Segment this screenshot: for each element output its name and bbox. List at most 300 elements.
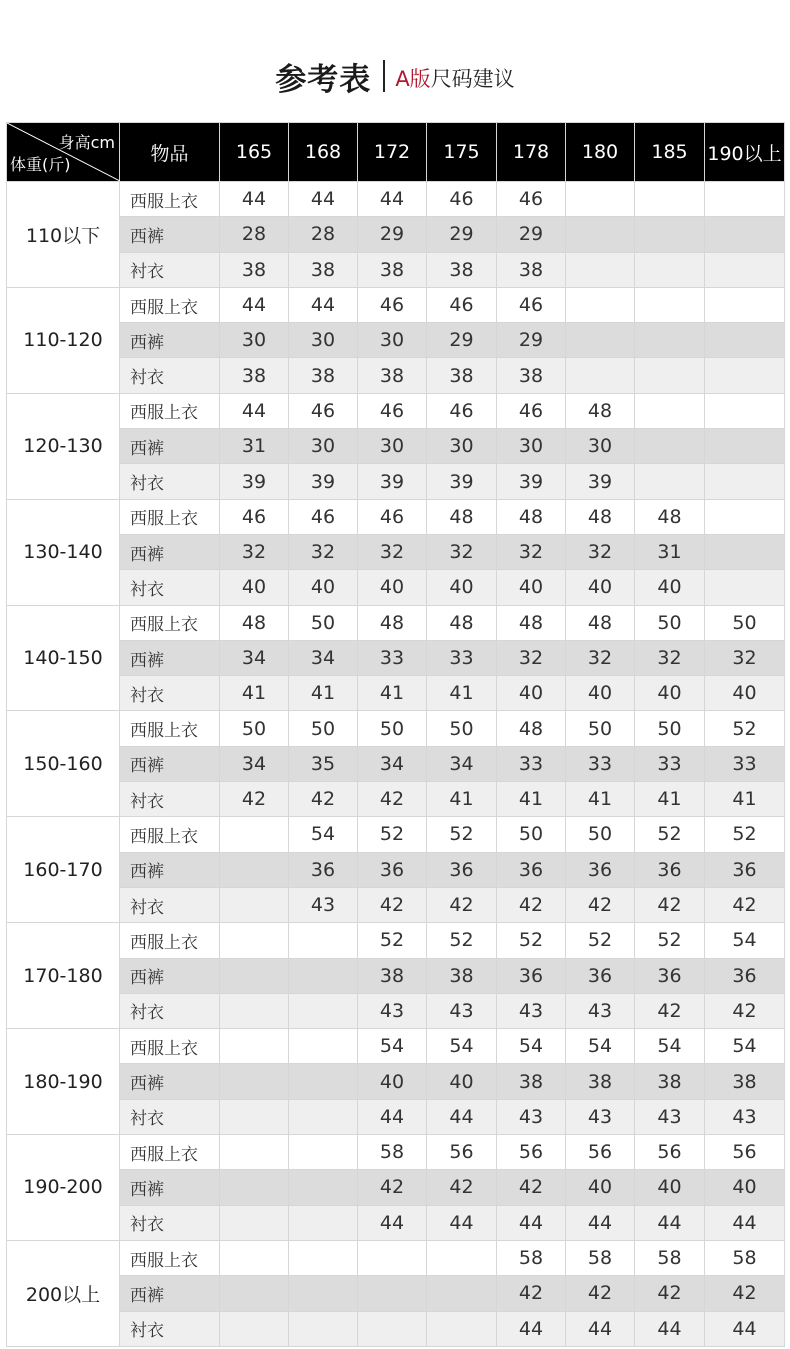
size-value-cell: 52 bbox=[635, 817, 705, 852]
item-name-cell: 衬衣 bbox=[120, 676, 220, 711]
size-value-cell bbox=[705, 252, 785, 287]
item-name-cell: 西裤 bbox=[120, 429, 220, 464]
size-value-cell bbox=[705, 182, 785, 217]
title-accent: A版 bbox=[395, 67, 431, 91]
size-value-cell: 32 bbox=[289, 534, 358, 569]
size-value-cell: 52 bbox=[497, 923, 566, 958]
size-value-cell: 30 bbox=[289, 429, 358, 464]
size-value-cell: 38 bbox=[705, 1064, 785, 1099]
weight-range-cell: 200以上 bbox=[7, 1240, 120, 1346]
size-value-cell: 50 bbox=[427, 711, 497, 746]
size-value-cell: 34 bbox=[289, 640, 358, 675]
size-value-cell: 54 bbox=[635, 1029, 705, 1064]
size-value-cell: 46 bbox=[427, 182, 497, 217]
size-value-cell: 42 bbox=[705, 993, 785, 1028]
size-value-cell: 42 bbox=[635, 887, 705, 922]
size-value-cell: 52 bbox=[358, 923, 427, 958]
size-value-cell: 30 bbox=[358, 429, 427, 464]
table-row bbox=[7, 1170, 785, 1205]
size-value-cell bbox=[220, 1135, 289, 1170]
size-value-cell: 38 bbox=[358, 358, 427, 393]
size-value-cell bbox=[635, 323, 705, 358]
size-value-cell bbox=[566, 287, 635, 322]
size-value-cell: 44 bbox=[358, 1099, 427, 1134]
size-value-cell: 46 bbox=[497, 393, 566, 428]
size-value-cell: 46 bbox=[358, 287, 427, 322]
item-name-cell: 西服上衣 bbox=[120, 287, 220, 322]
size-value-cell: 36 bbox=[427, 852, 497, 887]
size-value-cell: 40 bbox=[635, 1170, 705, 1205]
weight-axis-label: 体重(斤) bbox=[10, 155, 71, 174]
item-name-cell: 西服上衣 bbox=[120, 393, 220, 428]
height-header: 172 bbox=[358, 123, 427, 182]
size-value-cell bbox=[220, 1240, 289, 1275]
size-value-cell: 48 bbox=[427, 605, 497, 640]
size-value-cell: 42 bbox=[289, 782, 358, 817]
size-value-cell: 42 bbox=[358, 887, 427, 922]
size-value-cell: 48 bbox=[497, 499, 566, 534]
weight-range-cell: 190-200 bbox=[7, 1135, 120, 1241]
item-name-cell: 西裤 bbox=[120, 1064, 220, 1099]
item-name-cell: 西服上衣 bbox=[120, 182, 220, 217]
size-value-cell: 30 bbox=[220, 323, 289, 358]
size-value-cell: 44 bbox=[289, 182, 358, 217]
size-value-cell: 38 bbox=[289, 252, 358, 287]
table-row bbox=[7, 852, 785, 887]
size-value-cell: 30 bbox=[358, 323, 427, 358]
size-value-cell: 54 bbox=[289, 817, 358, 852]
table-row bbox=[7, 217, 785, 252]
size-value-cell: 38 bbox=[427, 958, 497, 993]
item-name-cell: 西裤 bbox=[120, 746, 220, 781]
size-value-cell: 36 bbox=[289, 852, 358, 887]
size-chart-table bbox=[6, 122, 785, 1347]
size-value-cell: 32 bbox=[705, 640, 785, 675]
size-value-cell: 38 bbox=[427, 358, 497, 393]
table-body bbox=[7, 182, 785, 1347]
table-row bbox=[7, 958, 785, 993]
size-value-cell: 38 bbox=[635, 1064, 705, 1099]
size-value-cell: 58 bbox=[705, 1240, 785, 1275]
size-value-cell: 58 bbox=[358, 1135, 427, 1170]
weight-range-cell: 160-170 bbox=[7, 817, 120, 923]
size-value-cell: 35 bbox=[289, 746, 358, 781]
size-value-cell: 33 bbox=[635, 746, 705, 781]
size-value-cell bbox=[635, 358, 705, 393]
size-value-cell: 41 bbox=[635, 782, 705, 817]
item-name-cell: 西服上衣 bbox=[120, 817, 220, 852]
size-value-cell: 40 bbox=[358, 570, 427, 605]
size-value-cell: 50 bbox=[497, 817, 566, 852]
size-value-cell: 34 bbox=[220, 640, 289, 675]
size-value-cell: 40 bbox=[566, 676, 635, 711]
size-value-cell: 29 bbox=[497, 323, 566, 358]
size-value-cell bbox=[220, 887, 289, 922]
item-name-cell: 西裤 bbox=[120, 958, 220, 993]
size-value-cell: 44 bbox=[220, 182, 289, 217]
size-value-cell: 36 bbox=[705, 852, 785, 887]
table-row bbox=[7, 499, 785, 534]
size-value-cell: 52 bbox=[705, 817, 785, 852]
size-value-cell bbox=[635, 287, 705, 322]
size-value-cell: 32 bbox=[427, 534, 497, 569]
size-value-cell: 42 bbox=[358, 1170, 427, 1205]
item-name-cell: 衬衣 bbox=[120, 1205, 220, 1240]
table-row bbox=[7, 746, 785, 781]
size-value-cell: 29 bbox=[427, 217, 497, 252]
size-value-cell: 38 bbox=[358, 958, 427, 993]
size-value-cell: 40 bbox=[566, 570, 635, 605]
table-row bbox=[7, 887, 785, 922]
item-name-cell: 衬衣 bbox=[120, 993, 220, 1028]
size-value-cell: 43 bbox=[566, 993, 635, 1028]
title-sub-rest: 尺码建议 bbox=[430, 67, 515, 91]
size-value-cell: 44 bbox=[635, 1311, 705, 1346]
weight-range-cell: 140-150 bbox=[7, 605, 120, 711]
size-value-cell: 40 bbox=[497, 570, 566, 605]
size-value-cell: 50 bbox=[358, 711, 427, 746]
size-value-cell: 36 bbox=[497, 852, 566, 887]
size-value-cell: 40 bbox=[705, 1170, 785, 1205]
height-header: 168 bbox=[289, 123, 358, 182]
item-name-cell: 衬衣 bbox=[120, 464, 220, 499]
size-value-cell: 43 bbox=[705, 1099, 785, 1134]
table-row bbox=[7, 1276, 785, 1311]
table-row bbox=[7, 393, 785, 428]
size-value-cell: 31 bbox=[220, 429, 289, 464]
size-value-cell bbox=[635, 182, 705, 217]
size-value-cell: 38 bbox=[497, 358, 566, 393]
size-value-cell: 42 bbox=[635, 993, 705, 1028]
size-value-cell: 48 bbox=[566, 393, 635, 428]
table-row bbox=[7, 464, 785, 499]
size-value-cell: 42 bbox=[427, 887, 497, 922]
weight-range-cell: 110-120 bbox=[7, 287, 120, 393]
size-value-cell bbox=[705, 464, 785, 499]
size-value-cell: 46 bbox=[427, 393, 497, 428]
item-name-cell: 西服上衣 bbox=[120, 499, 220, 534]
size-value-cell: 39 bbox=[358, 464, 427, 499]
size-value-cell: 44 bbox=[289, 287, 358, 322]
height-header: 185 bbox=[635, 123, 705, 182]
size-value-cell bbox=[358, 1240, 427, 1275]
size-value-cell: 38 bbox=[220, 358, 289, 393]
size-value-cell: 36 bbox=[497, 958, 566, 993]
size-value-cell bbox=[289, 923, 358, 958]
size-value-cell: 36 bbox=[566, 958, 635, 993]
size-value-cell: 42 bbox=[705, 887, 785, 922]
table-row bbox=[7, 1135, 785, 1170]
size-value-cell: 48 bbox=[635, 499, 705, 534]
table-row bbox=[7, 323, 785, 358]
table-row bbox=[7, 570, 785, 605]
size-value-cell: 44 bbox=[358, 182, 427, 217]
size-value-cell: 38 bbox=[497, 1064, 566, 1099]
size-value-cell: 50 bbox=[566, 817, 635, 852]
size-value-cell: 56 bbox=[427, 1135, 497, 1170]
size-value-cell: 29 bbox=[427, 323, 497, 358]
size-value-cell: 36 bbox=[358, 852, 427, 887]
size-value-cell: 50 bbox=[635, 605, 705, 640]
size-value-cell: 36 bbox=[705, 958, 785, 993]
size-value-cell: 30 bbox=[566, 429, 635, 464]
size-value-cell: 44 bbox=[705, 1311, 785, 1346]
size-value-cell: 44 bbox=[635, 1205, 705, 1240]
item-name-cell: 衬衣 bbox=[120, 1311, 220, 1346]
size-value-cell: 48 bbox=[566, 499, 635, 534]
size-value-cell: 46 bbox=[289, 499, 358, 534]
size-value-cell: 39 bbox=[289, 464, 358, 499]
size-value-cell: 40 bbox=[427, 1064, 497, 1099]
size-value-cell: 42 bbox=[566, 887, 635, 922]
size-value-cell bbox=[705, 429, 785, 464]
size-value-cell bbox=[289, 1135, 358, 1170]
height-header: 178 bbox=[497, 123, 566, 182]
size-value-cell: 42 bbox=[220, 782, 289, 817]
size-value-cell: 50 bbox=[705, 605, 785, 640]
size-value-cell: 32 bbox=[566, 640, 635, 675]
size-value-cell: 33 bbox=[358, 640, 427, 675]
size-value-cell bbox=[220, 923, 289, 958]
size-value-cell bbox=[289, 1205, 358, 1240]
item-name-cell: 西裤 bbox=[120, 323, 220, 358]
size-value-cell bbox=[220, 1311, 289, 1346]
size-value-cell: 50 bbox=[289, 605, 358, 640]
size-value-cell: 48 bbox=[220, 605, 289, 640]
size-value-cell: 40 bbox=[635, 676, 705, 711]
size-value-cell: 38 bbox=[497, 252, 566, 287]
size-value-cell: 46 bbox=[358, 499, 427, 534]
size-value-cell: 54 bbox=[705, 1029, 785, 1064]
size-value-cell bbox=[566, 323, 635, 358]
size-value-cell bbox=[289, 1099, 358, 1134]
table-row bbox=[7, 923, 785, 958]
size-value-cell bbox=[705, 358, 785, 393]
size-value-cell: 33 bbox=[497, 746, 566, 781]
size-value-cell bbox=[705, 534, 785, 569]
size-value-cell: 50 bbox=[566, 711, 635, 746]
size-value-cell: 56 bbox=[635, 1135, 705, 1170]
size-value-cell: 30 bbox=[289, 323, 358, 358]
size-value-cell: 38 bbox=[358, 252, 427, 287]
table-row bbox=[7, 252, 785, 287]
table-row bbox=[7, 605, 785, 640]
size-value-cell: 41 bbox=[358, 676, 427, 711]
size-value-cell: 44 bbox=[220, 393, 289, 428]
size-value-cell bbox=[220, 1276, 289, 1311]
size-value-cell: 40 bbox=[358, 1064, 427, 1099]
item-name-cell: 衬衣 bbox=[120, 1099, 220, 1134]
size-value-cell: 40 bbox=[566, 1170, 635, 1205]
size-value-cell: 52 bbox=[705, 711, 785, 746]
title-main: 参考表 bbox=[275, 61, 372, 98]
size-value-cell: 56 bbox=[566, 1135, 635, 1170]
size-value-cell: 44 bbox=[566, 1205, 635, 1240]
table-row bbox=[7, 182, 785, 217]
size-value-cell: 34 bbox=[427, 746, 497, 781]
size-value-cell bbox=[635, 252, 705, 287]
size-value-cell: 38 bbox=[220, 252, 289, 287]
size-value-cell: 50 bbox=[220, 711, 289, 746]
size-value-cell: 44 bbox=[497, 1205, 566, 1240]
item-name-cell: 衬衣 bbox=[120, 887, 220, 922]
size-value-cell: 40 bbox=[427, 570, 497, 605]
item-name-cell: 衬衣 bbox=[120, 252, 220, 287]
item-name-cell: 衬衣 bbox=[120, 358, 220, 393]
size-value-cell: 43 bbox=[566, 1099, 635, 1134]
size-value-cell: 43 bbox=[635, 1099, 705, 1134]
item-name-cell: 西服上衣 bbox=[120, 1240, 220, 1275]
size-value-cell: 54 bbox=[566, 1029, 635, 1064]
table-row bbox=[7, 993, 785, 1028]
size-value-cell: 30 bbox=[497, 429, 566, 464]
size-value-cell: 40 bbox=[705, 676, 785, 711]
size-value-cell: 40 bbox=[289, 570, 358, 605]
size-value-cell: 42 bbox=[635, 1276, 705, 1311]
size-value-cell bbox=[705, 499, 785, 534]
size-value-cell: 29 bbox=[358, 217, 427, 252]
size-value-cell: 40 bbox=[635, 570, 705, 605]
size-value-cell: 40 bbox=[220, 570, 289, 605]
size-value-cell bbox=[220, 993, 289, 1028]
size-value-cell: 41 bbox=[220, 676, 289, 711]
item-name-cell: 西服上衣 bbox=[120, 923, 220, 958]
size-value-cell: 56 bbox=[497, 1135, 566, 1170]
size-value-cell bbox=[289, 1311, 358, 1346]
size-value-cell: 46 bbox=[427, 287, 497, 322]
size-value-cell: 48 bbox=[497, 711, 566, 746]
size-value-cell: 48 bbox=[497, 605, 566, 640]
size-value-cell bbox=[705, 570, 785, 605]
size-value-cell: 39 bbox=[566, 464, 635, 499]
size-value-cell: 33 bbox=[427, 640, 497, 675]
size-value-cell: 41 bbox=[497, 782, 566, 817]
size-value-cell: 42 bbox=[427, 1170, 497, 1205]
table-row bbox=[7, 1064, 785, 1099]
size-value-cell bbox=[289, 1240, 358, 1275]
size-value-cell bbox=[220, 817, 289, 852]
size-value-cell bbox=[566, 217, 635, 252]
size-value-cell: 46 bbox=[497, 287, 566, 322]
size-value-cell: 43 bbox=[358, 993, 427, 1028]
item-name-cell: 西服上衣 bbox=[120, 711, 220, 746]
corner-header bbox=[7, 123, 120, 182]
size-value-cell: 44 bbox=[358, 1205, 427, 1240]
size-value-cell: 31 bbox=[635, 534, 705, 569]
size-value-cell: 44 bbox=[427, 1205, 497, 1240]
height-header: 165 bbox=[220, 123, 289, 182]
table-row bbox=[7, 358, 785, 393]
size-value-cell bbox=[358, 1276, 427, 1311]
item-name-cell: 西服上衣 bbox=[120, 1029, 220, 1064]
item-name-cell: 衬衣 bbox=[120, 570, 220, 605]
size-value-cell: 36 bbox=[635, 958, 705, 993]
size-value-cell: 44 bbox=[705, 1205, 785, 1240]
item-name-cell: 西服上衣 bbox=[120, 605, 220, 640]
size-value-cell: 54 bbox=[358, 1029, 427, 1064]
size-value-cell: 52 bbox=[566, 923, 635, 958]
size-value-cell: 41 bbox=[427, 782, 497, 817]
size-value-cell: 42 bbox=[358, 782, 427, 817]
size-value-cell bbox=[705, 217, 785, 252]
size-value-cell bbox=[705, 323, 785, 358]
table-row bbox=[7, 1029, 785, 1064]
size-value-cell: 58 bbox=[635, 1240, 705, 1275]
table-row bbox=[7, 782, 785, 817]
table-row bbox=[7, 676, 785, 711]
size-value-cell: 32 bbox=[358, 534, 427, 569]
size-value-cell: 48 bbox=[358, 605, 427, 640]
size-value-cell: 43 bbox=[427, 993, 497, 1028]
item-name-cell: 西服上衣 bbox=[120, 1135, 220, 1170]
size-value-cell: 28 bbox=[289, 217, 358, 252]
title-divider bbox=[383, 60, 385, 92]
size-value-cell: 41 bbox=[566, 782, 635, 817]
size-value-cell: 38 bbox=[289, 358, 358, 393]
size-value-cell: 34 bbox=[358, 746, 427, 781]
size-value-cell: 48 bbox=[427, 499, 497, 534]
size-value-cell: 32 bbox=[635, 640, 705, 675]
size-value-cell: 38 bbox=[427, 252, 497, 287]
table-row bbox=[7, 1099, 785, 1134]
size-value-cell: 44 bbox=[427, 1099, 497, 1134]
size-value-cell: 39 bbox=[427, 464, 497, 499]
size-value-cell bbox=[289, 993, 358, 1028]
size-value-cell bbox=[220, 852, 289, 887]
table-row bbox=[7, 711, 785, 746]
table-row bbox=[7, 429, 785, 464]
size-value-cell: 42 bbox=[566, 1276, 635, 1311]
size-value-cell bbox=[289, 1064, 358, 1099]
size-value-cell bbox=[289, 958, 358, 993]
size-value-cell: 54 bbox=[427, 1029, 497, 1064]
size-value-cell: 46 bbox=[289, 393, 358, 428]
weight-range-cell: 180-190 bbox=[7, 1029, 120, 1135]
size-value-cell: 38 bbox=[566, 1064, 635, 1099]
size-value-cell: 28 bbox=[220, 217, 289, 252]
size-value-cell: 42 bbox=[497, 1276, 566, 1311]
size-value-cell: 42 bbox=[497, 887, 566, 922]
size-value-cell bbox=[566, 182, 635, 217]
size-value-cell: 36 bbox=[566, 852, 635, 887]
size-value-cell bbox=[220, 1205, 289, 1240]
size-value-cell: 39 bbox=[220, 464, 289, 499]
size-value-cell: 42 bbox=[497, 1170, 566, 1205]
size-value-cell bbox=[566, 252, 635, 287]
size-value-cell: 41 bbox=[427, 676, 497, 711]
height-header: 175 bbox=[427, 123, 497, 182]
height-header: 190以上 bbox=[705, 123, 785, 182]
size-value-cell: 58 bbox=[566, 1240, 635, 1275]
size-value-cell bbox=[635, 393, 705, 428]
size-value-cell: 43 bbox=[497, 1099, 566, 1134]
item-name-cell: 西裤 bbox=[120, 1276, 220, 1311]
size-value-cell bbox=[220, 1099, 289, 1134]
size-value-cell bbox=[289, 1276, 358, 1311]
size-value-cell bbox=[635, 217, 705, 252]
size-value-cell bbox=[289, 1170, 358, 1205]
size-value-cell bbox=[427, 1311, 497, 1346]
table-row bbox=[7, 287, 785, 322]
size-value-cell: 43 bbox=[289, 887, 358, 922]
size-value-cell: 33 bbox=[566, 746, 635, 781]
item-name-cell: 西裤 bbox=[120, 534, 220, 569]
size-value-cell bbox=[289, 1029, 358, 1064]
size-value-cell bbox=[220, 958, 289, 993]
size-value-cell: 56 bbox=[705, 1135, 785, 1170]
table-row bbox=[7, 1240, 785, 1275]
size-value-cell: 50 bbox=[635, 711, 705, 746]
